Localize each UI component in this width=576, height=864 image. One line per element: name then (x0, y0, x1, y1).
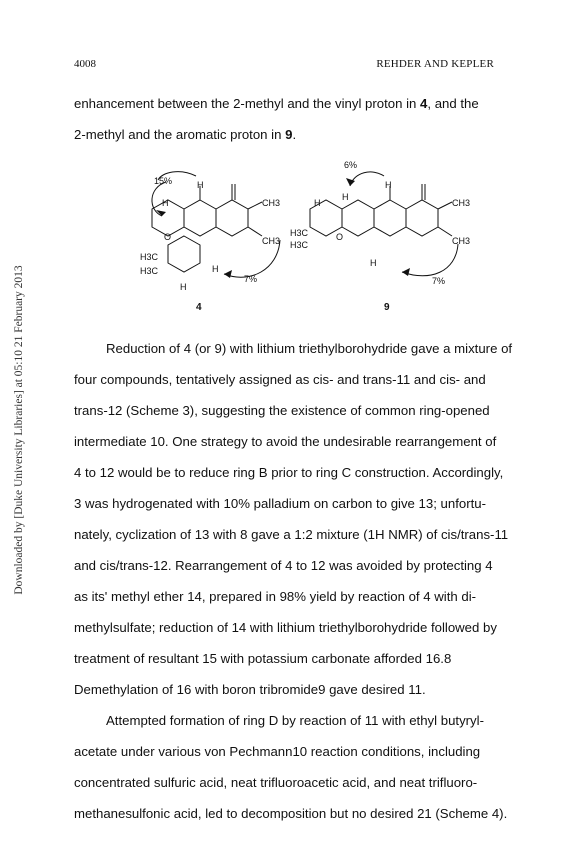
noe-percent-top-left: 15% (154, 176, 173, 186)
atom-h: H (314, 198, 321, 208)
atom-ch3: CH3 (452, 236, 470, 246)
para1-line: intermediate 10. One strategy to avoid the undesirable rearrangement of (74, 434, 497, 449)
atom-h3c: H3C (290, 228, 309, 238)
para1-line: as its' methyl ether 14, prepared in 98% yield by reaction of 4 with di- (74, 589, 477, 604)
text-run: enhancement between the 2-methyl and the vinyl proton in (74, 96, 421, 111)
para1-line: methylsulfate; reduction of 14 with lithium triethylborohydride followed by (74, 620, 497, 635)
para1-line: and cis/trans-12. Rearrangement of 4 to 12 was avoided by protecting 4 (74, 558, 493, 573)
running-head: REHDER AND KEPLER (376, 58, 494, 70)
atom-o: O (336, 232, 344, 242)
text-run: 2-methyl and the aromatic proton in (74, 127, 286, 142)
atom-h: H (212, 264, 219, 274)
para2-line: acetate under various von Pechmann10 reaction conditions, including (74, 744, 481, 759)
atom-h3c: H3C (140, 252, 159, 262)
text-run: . (292, 127, 297, 142)
compound-ref: 4 (420, 96, 428, 111)
noe-percent-bottom-right: 7% (432, 276, 446, 286)
intro-line-1 (74, 96, 479, 112)
para1-line: nately, cyclization of 13 with 8 gave a 1:2 mixture (1H NMR) of cis/trans-11 (74, 527, 509, 542)
para2-line: methanesulfonic acid, led to decomposition but no desired 21 (Scheme 4). (74, 806, 508, 821)
atom-ch3: CH3 (452, 198, 470, 208)
atom-h: H (180, 282, 187, 292)
text-run: , and the (427, 96, 479, 111)
compound-ref: 9 (285, 127, 293, 142)
atom-h: H (370, 258, 377, 268)
para1-line: four compounds, tentatively assigned as cis- and trans-11 and cis- and (74, 372, 486, 387)
para1-line: trans-12 (Scheme 3), suggesting the existence of common ring-opened (74, 403, 490, 418)
watermark-text: Downloaded by [Duke University Libraries] at 05:10 21 February 2013 (13, 265, 25, 595)
atom-h: H (385, 180, 392, 190)
atom-o: O (164, 232, 172, 242)
atom-ch3: CH3 (262, 236, 281, 246)
noe-percent-bottom-left: 7% (244, 274, 258, 284)
para1-line: Reduction of 4 (or 9) with lithium triethylborohydride gave a mixture of (106, 341, 513, 356)
compound-label-4: 4 (196, 302, 202, 313)
atom-h3c: H3C (290, 240, 309, 250)
atom-h: H (162, 198, 169, 208)
para1-line: 3 was hydrogenated with 10% palladium on carbon to give 13; unfortu- (74, 496, 486, 511)
para1-line: Demethylation of 16 with boron tribromide9 gave desired 11. (74, 682, 426, 697)
atom-h3c: H3C (140, 266, 159, 276)
para2-line: Attempted formation of ring D by reaction of 11 with ethyl butyryl- (106, 713, 484, 728)
compound-label-9: 9 (384, 302, 390, 313)
atom-h: H (197, 180, 204, 190)
noe-percent-top-right: 6% (344, 160, 358, 170)
para1-line: 4 to 12 would be to reduce ring B prior to ring C construction. Accordingly, (74, 465, 504, 480)
atom-h: H (342, 192, 349, 202)
para2-line: concentrated sulfuric acid, neat trifluoroacetic acid, and neat trifluoro- (74, 775, 478, 790)
page-number: 4008 (74, 58, 96, 70)
para1-line: treatment of resultant 15 with potassium carbonate afforded 16.8 (74, 651, 452, 666)
atom-ch3: CH3 (262, 198, 281, 208)
intro-line-2 (74, 127, 296, 143)
noe-structure-figure (140, 160, 470, 320)
